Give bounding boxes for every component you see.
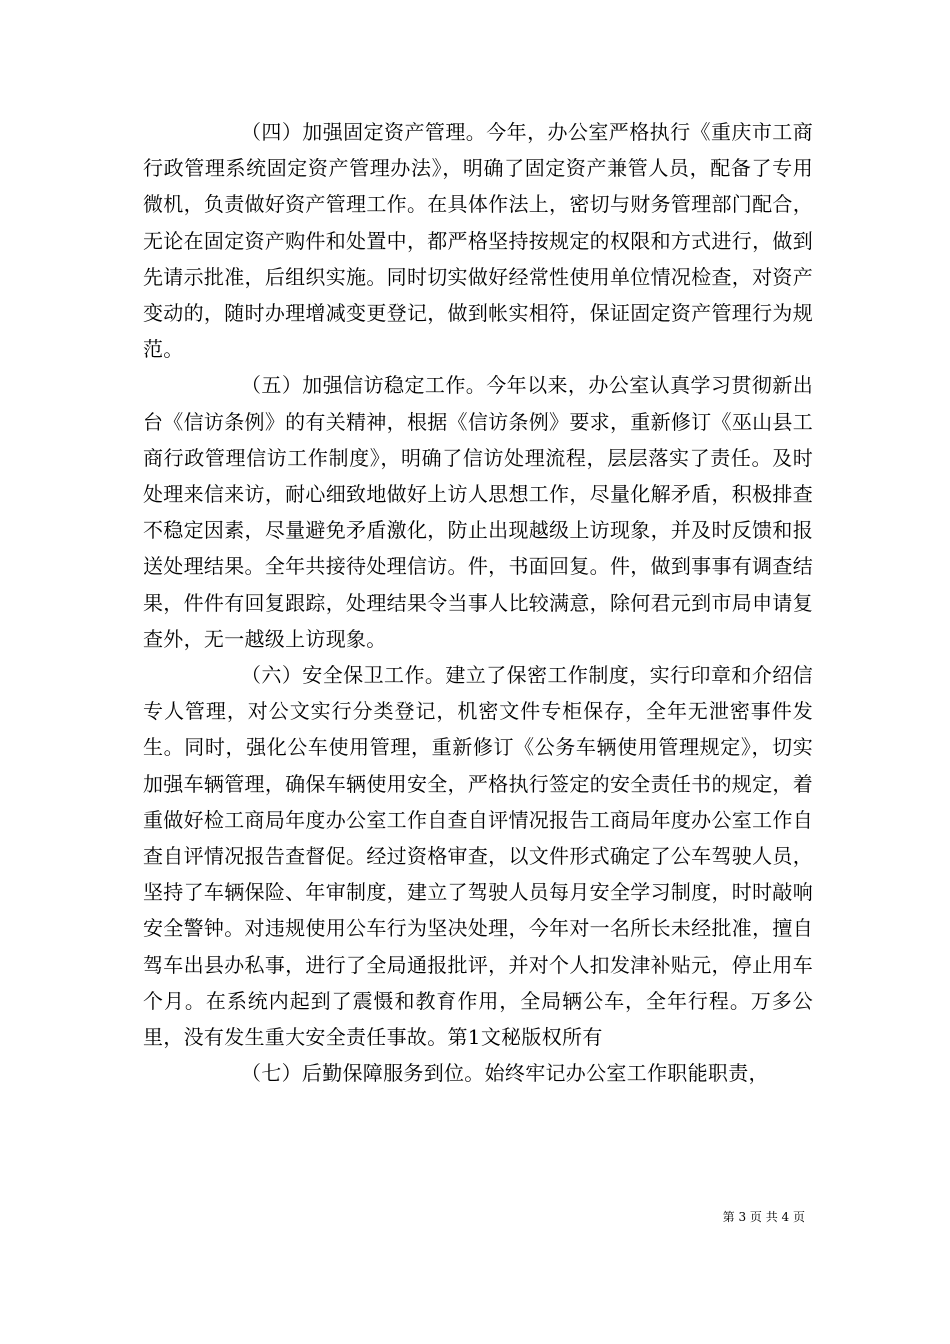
paragraph-fixed-assets: （四）加强固定资产管理。今年，办公室严格执行《重庆市工商行政管理系统固定资产管理办法》，明确了固定资产兼管人员，配备了专用微机，负责做好资产管理工作。在具体作法上，密切与财务管理部门配合，无论在固定资产购件和处置中，都严格坚持按规定的权限和方式进行，做到先请示批准，后组织实施。同时切实做好经常性使用单位情况检查，对资产变动的，随时办理增减变更登记，做到帐实相符，保证固定资产管理行为规范。	[143, 120, 813, 362]
paragraph-logistics: （七）后勤保障服务到位。始终牢记办公室工作职能职责，	[241, 1061, 769, 1086]
page-number-footer: 第 3 页 共 4 页	[722, 1210, 805, 1224]
paragraph-petitions: （五）加强信访稳定工作。今年以来，办公室认真学习贯彻新出台《信访条例》的有关精神，根据《信访条例》要求，重新修订《巫山县工商行政管理信访工作制度》，明确了信访处理流程，层层落实了责任。及时处理来信来访，耐心细致地做好上访人思想工作，尽量化解矛盾，积极排查不稳定因素，尽量避免矛盾激化，防止出现越级上访现象，并及时反馈和报送处理结果。全年共接待处理信访。件，书面回复。件，做到事事有调查结果，件件有回复跟踪，处理结果令当事人比较满意，除何君元到市局申请复查外，无一越级上访现象。	[143, 373, 813, 651]
document-body	[143, 114, 813, 1091]
paragraph-security: （六）安全保卫工作。建立了保密工作制度，实行印章和介绍信专人管理，对公文实行分类登记，机密文件专柜保存，全年无泄密事件发生。同时，强化公车使用管理，重新修订《公务车辆使用管理规定》，切实加强车辆管理，确保车辆使用安全，严格执行签定的安全责任书的规定，着重做好检工商局年度办公室工作自查自评情况报告工商局年度办公室工作自查自评情况报告查督促。经过资格审查，以文件形式确定了公车驾驶人员，坚持了车辆保险、年审制度，建立了驾驶人员每月安全学习制度，时时敲响安全警钟。对违规使用公车行为坚决处理，今年对一名所长未经批准，擅自驾车出县办私事，进行了全局通报批评，并对个人扣发津补贴元，停止用车个月。在系统内起到了震慑和教育作用，全局辆公车，全年行程。万多公里，没有发生重大安全责任事故。第1文秘版权所有	[143, 663, 813, 1050]
